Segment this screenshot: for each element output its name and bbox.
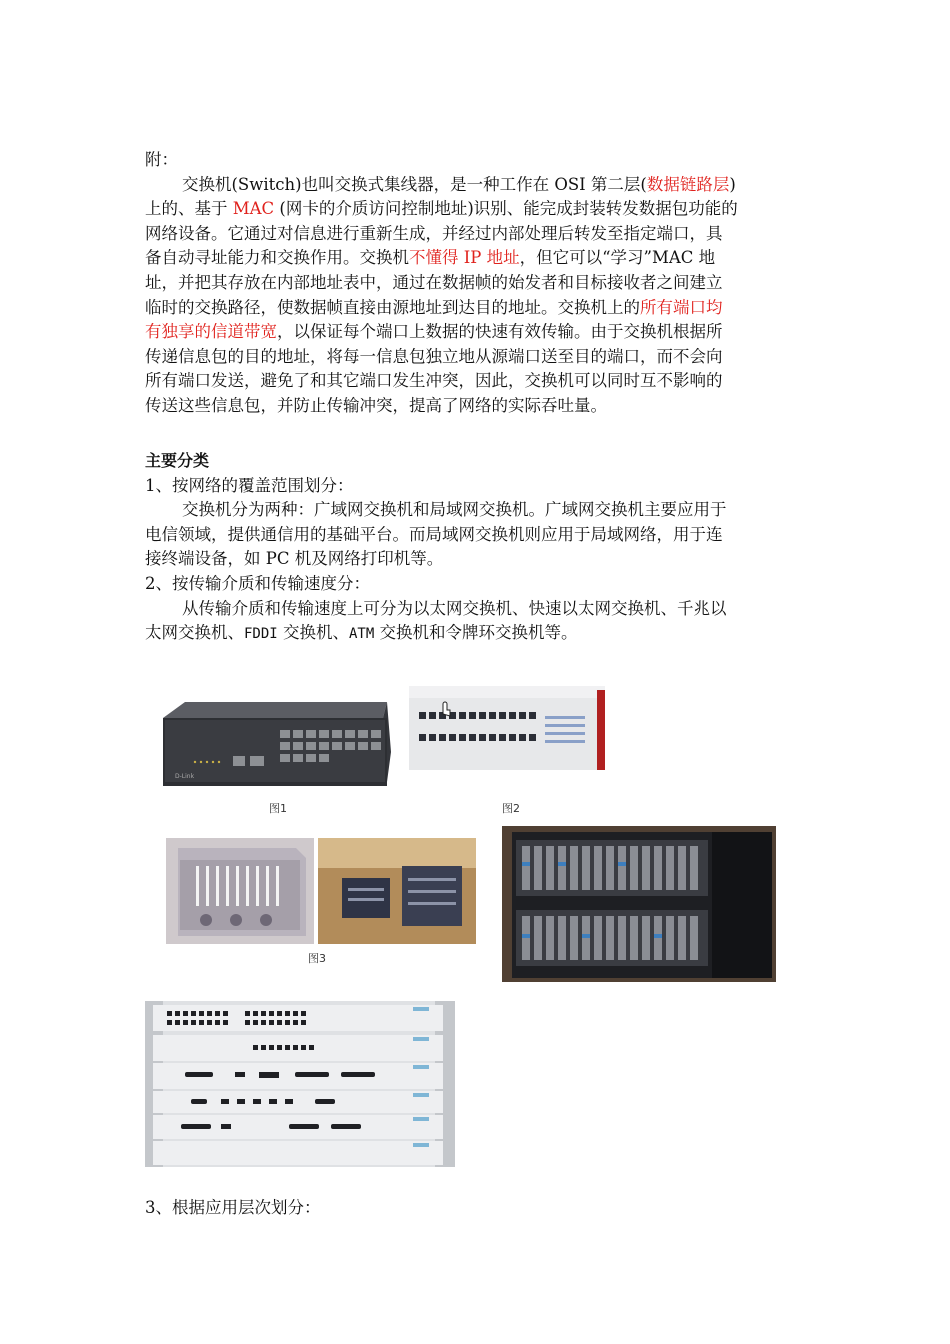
text-run: ，但它可以“学习”MAC 地: [519, 248, 716, 268]
intro-line: [145, 173, 810, 198]
subsection-title: 3、根据应用层次划分：: [145, 1198, 321, 1217]
text-run: 交换机、: [277, 623, 349, 643]
text-run: 交换机(Switch)也叫交换式集线器，是一种工作在 OSI 第二层(: [182, 174, 647, 194]
text-run: ，以保证每个端口上数据的快速有效传输。由于交换机根据所: [277, 322, 723, 342]
appendix-heading: 附：: [145, 150, 178, 169]
svg-text:D-Link: D-Link: [175, 773, 195, 780]
highlight-text: MAC: [232, 199, 275, 219]
highlight-text: 有独享的信道带宽: [145, 322, 277, 342]
text-run: 交换机和令牌环交换机等。: [374, 623, 578, 643]
intro-line: 址，并把其存放在内部地址表中，通过在数据帧的始发者和目标接收者之间建立: [145, 272, 723, 292]
subsection-title: 2、按传输介质和传输速度分：: [145, 573, 370, 593]
mono-text: ATM: [348, 626, 375, 643]
highlight-text: 所有端口均: [640, 297, 723, 317]
body-line: [145, 621, 810, 646]
intro-line: [145, 246, 810, 271]
section-3: [145, 1196, 810, 1221]
text-run: (网卡的介质访问控制地址)识别、能完成封装转发数据包功能的: [274, 199, 738, 219]
mono-text: FDDI: [244, 626, 278, 643]
section-title: 主要分类: [145, 451, 210, 470]
switch-figure-3: [166, 838, 476, 944]
body-line: 接终端设备，如 PC 机及网络打印机等。: [145, 549, 444, 569]
switch-figure-2: [405, 676, 615, 776]
text-run: 太网交换机、: [145, 623, 244, 643]
classification-section: [145, 449, 810, 646]
text-run: ): [729, 174, 736, 194]
body-line: 交换机分为两种：广域网交换机和局域网交换机。广域网交换机主要应用于: [182, 500, 727, 520]
intro-line: 传送这些信息包，并防止传输冲突，提高了网络的实际吞吐量。: [145, 395, 607, 415]
figure-caption-2: 图2: [502, 802, 520, 815]
intro-line: 网络设备。它通过对信息进行重新生成，并经过内部处理后转发至指定端口，具: [145, 223, 723, 243]
body-line: 电信领域，提供通信用的基础平台。而局域网交换机则应用于局域网络，用于连: [145, 524, 723, 544]
switch-modules-figure: [145, 1001, 455, 1167]
figure-caption-3: 图3: [308, 952, 326, 965]
intro-line: [145, 197, 810, 222]
chassis-switch-figure: [502, 826, 776, 982]
intro-line: 所有端口发送，避免了和其它端口发生冲突，因此，交换机可以同时互不影响的: [145, 371, 723, 391]
switch-figure-1: [155, 690, 395, 800]
intro-section: [145, 148, 810, 419]
text-run: 备自动寻址能力和交换作用。交换机: [145, 248, 409, 268]
text-run: 上的、基于: [145, 199, 233, 219]
intro-line: 传递信息包的目的地址，将每一信息包独立地从源端口送至目的端口，而不会向: [145, 346, 723, 366]
intro-line: [145, 296, 810, 321]
highlight-text: 数据链路层: [646, 174, 730, 194]
text-run: 临时的交换路径，使数据帧直接由源地址到达目的地址。交换机上的: [145, 297, 640, 317]
intro-line: [145, 320, 810, 345]
figure-caption-1: 图1: [269, 802, 287, 815]
subsection-title: 1、按网络的覆盖范围划分：: [145, 475, 354, 495]
highlight-text: 不懂得 IP 地址: [409, 248, 520, 268]
body-line: 从传输介质和传输速度上可分为以太网交换机、快速以太网交换机、千兆以: [182, 598, 727, 618]
